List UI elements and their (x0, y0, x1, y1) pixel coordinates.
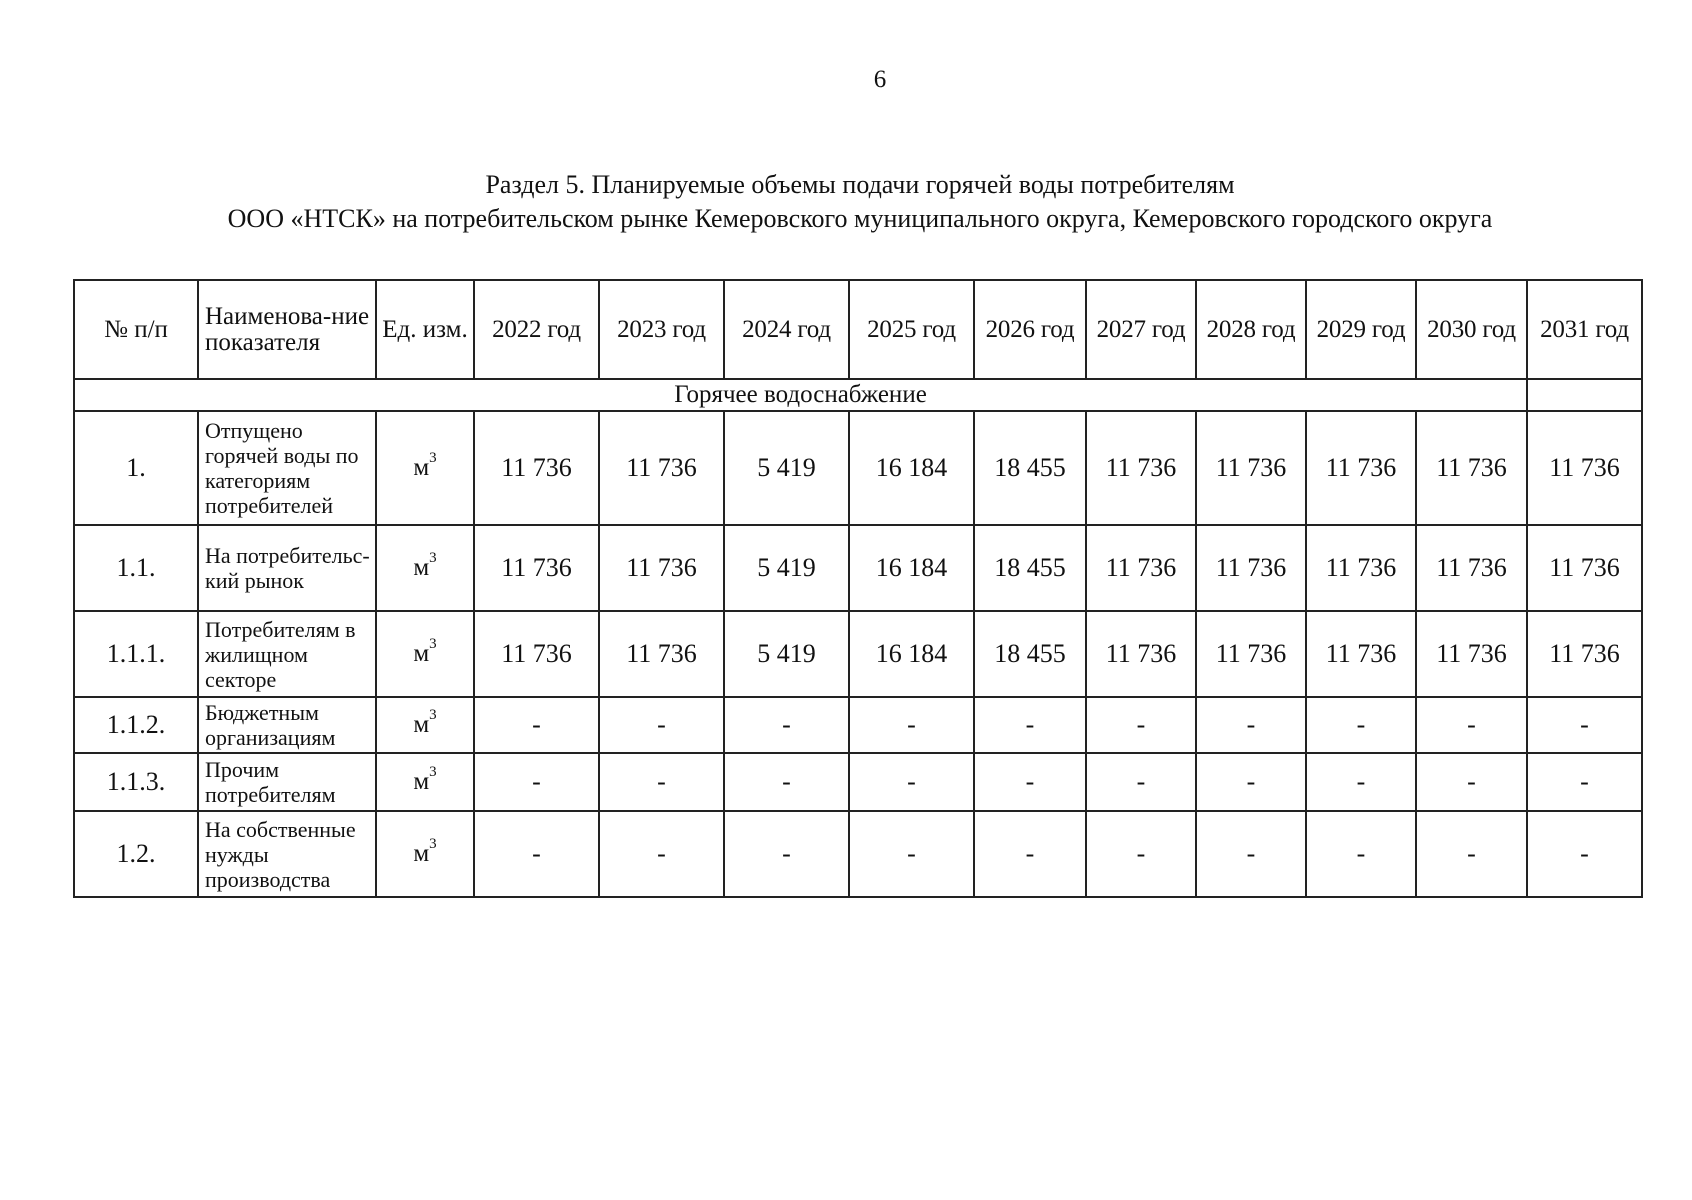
header-unit: Ед. изм. (376, 280, 474, 379)
section-title-line-1: Раздел 5. Планируемые объемы подачи горячей воды потребителям (485, 170, 1235, 199)
value-cell: 11 736 (1306, 611, 1416, 697)
section-title (150, 168, 1570, 236)
value-cell: 11 736 (1527, 611, 1642, 697)
value-cell: - (474, 753, 599, 811)
unit-cell (376, 525, 474, 611)
header-year: 2028 год (1196, 280, 1306, 379)
value-cell: 11 736 (1196, 525, 1306, 611)
hot-water-supply-table (73, 279, 1643, 898)
table-row (74, 753, 1642, 811)
unit-cell (376, 753, 474, 811)
unit-exponent: 3 (429, 764, 437, 780)
unit-exponent: 3 (429, 836, 437, 852)
value-cell: - (1196, 811, 1306, 897)
unit-base: м (413, 840, 430, 867)
row-number: 1.2. (74, 811, 198, 897)
header-year: 2029 год (1306, 280, 1416, 379)
header-row-number: № п/п (74, 280, 198, 379)
value-cell: 11 736 (474, 611, 599, 697)
value-cell: 11 736 (599, 611, 724, 697)
header-year: 2025 год (849, 280, 974, 379)
value-cell: - (1527, 697, 1642, 753)
value-cell: 11 736 (1416, 525, 1527, 611)
value-cell: 11 736 (1196, 611, 1306, 697)
value-cell: - (1196, 753, 1306, 811)
header-indicator-name: Наименова-ние показателя (198, 280, 376, 379)
indicator-name: Прочим потребителям (198, 753, 376, 811)
row-number: 1.1.1. (74, 611, 198, 697)
value-cell: - (1306, 697, 1416, 753)
value-cell: 11 736 (1527, 411, 1642, 525)
value-cell: 16 184 (849, 611, 974, 697)
value-cell: 11 736 (1086, 525, 1196, 611)
header-year: 2027 год (1086, 280, 1196, 379)
value-cell: 11 736 (1086, 411, 1196, 525)
value-cell: 11 736 (1196, 411, 1306, 525)
unit-base: м (413, 711, 430, 738)
value-cell: - (1527, 811, 1642, 897)
unit-exponent: 3 (429, 707, 437, 723)
value-cell: 11 736 (1416, 411, 1527, 525)
value-cell: 11 736 (599, 525, 724, 611)
indicator-name: На потребительс-кий рынок (198, 525, 376, 611)
value-cell: - (849, 811, 974, 897)
unit-base: м (413, 554, 430, 581)
value-cell: 18 455 (974, 411, 1086, 525)
header-year: 2026 год (974, 280, 1086, 379)
indicator-name: На собственные нужды производства (198, 811, 376, 897)
row-number: 1.1. (74, 525, 198, 611)
value-cell: - (724, 697, 849, 753)
unit-exponent: 3 (429, 550, 437, 566)
header-year: 2030 год (1416, 280, 1527, 379)
header-year: 2031 год (1527, 280, 1642, 379)
value-cell: 11 736 (1086, 611, 1196, 697)
indicator-name: Бюджетным организациям (198, 697, 376, 753)
unit-base: м (413, 768, 430, 795)
value-cell: - (474, 811, 599, 897)
row-number: 1.1.3. (74, 753, 198, 811)
row-number: 1.1.2. (74, 697, 198, 753)
unit-cell (376, 411, 474, 525)
value-cell: 11 736 (1416, 611, 1527, 697)
section-title-line-2: ООО «НТСК» на потребительском рынке Кемеровского муниципального округа, Кемеровского городского округа (227, 204, 1493, 233)
value-cell: 11 736 (1527, 525, 1642, 611)
unit-exponent: 3 (429, 450, 437, 466)
value-cell: - (1086, 697, 1196, 753)
row-number: 1. (74, 411, 198, 525)
header-year: 2022 год (474, 280, 599, 379)
unit-cell (376, 811, 474, 897)
value-cell: 11 736 (1306, 411, 1416, 525)
value-cell: - (974, 753, 1086, 811)
value-cell: - (1416, 697, 1527, 753)
unit-cell (376, 611, 474, 697)
value-cell: - (724, 753, 849, 811)
value-cell: 11 736 (1306, 525, 1416, 611)
unit-base: м (413, 640, 430, 667)
indicator-name: Отпущено горячей воды по категориям потребителей (198, 411, 376, 525)
value-cell: 18 455 (974, 525, 1086, 611)
value-cell: 18 455 (974, 611, 1086, 697)
section-heading: Горячее водоснабжение (74, 379, 1527, 411)
table-header-row (74, 280, 1642, 379)
value-cell: 5 419 (724, 611, 849, 697)
unit-exponent: 3 (429, 636, 437, 652)
indicator-name: Потребителям в жилищном секторе (198, 611, 376, 697)
value-cell: - (599, 811, 724, 897)
value-cell: - (974, 811, 1086, 897)
value-cell: - (1306, 811, 1416, 897)
value-cell: - (1086, 811, 1196, 897)
value-cell: - (974, 697, 1086, 753)
value-cell: 5 419 (724, 411, 849, 525)
value-cell: 11 736 (474, 525, 599, 611)
value-cell: - (1416, 811, 1527, 897)
header-year: 2024 год (724, 280, 849, 379)
value-cell: - (1086, 753, 1196, 811)
table-row (74, 811, 1642, 897)
value-cell: - (1416, 753, 1527, 811)
value-cell: - (599, 697, 724, 753)
value-cell: - (849, 697, 974, 753)
value-cell: 5 419 (724, 525, 849, 611)
value-cell: 16 184 (849, 411, 974, 525)
value-cell: - (599, 753, 724, 811)
unit-base: м (413, 454, 430, 481)
value-cell: - (474, 697, 599, 753)
value-cell: 16 184 (849, 525, 974, 611)
value-cell: 11 736 (599, 411, 724, 525)
value-cell: - (724, 811, 849, 897)
table-row (74, 611, 1642, 697)
value-cell: - (1196, 697, 1306, 753)
value-cell: 11 736 (474, 411, 599, 525)
page-number: 6 (873, 66, 887, 93)
table-row (74, 525, 1642, 611)
section-row (74, 379, 1642, 411)
header-year: 2023 год (599, 280, 724, 379)
section-empty-cell (1527, 379, 1642, 411)
table-row (74, 411, 1642, 525)
value-cell: - (1306, 753, 1416, 811)
table-row (74, 697, 1642, 753)
unit-cell (376, 697, 474, 753)
value-cell: - (849, 753, 974, 811)
value-cell: - (1527, 753, 1642, 811)
